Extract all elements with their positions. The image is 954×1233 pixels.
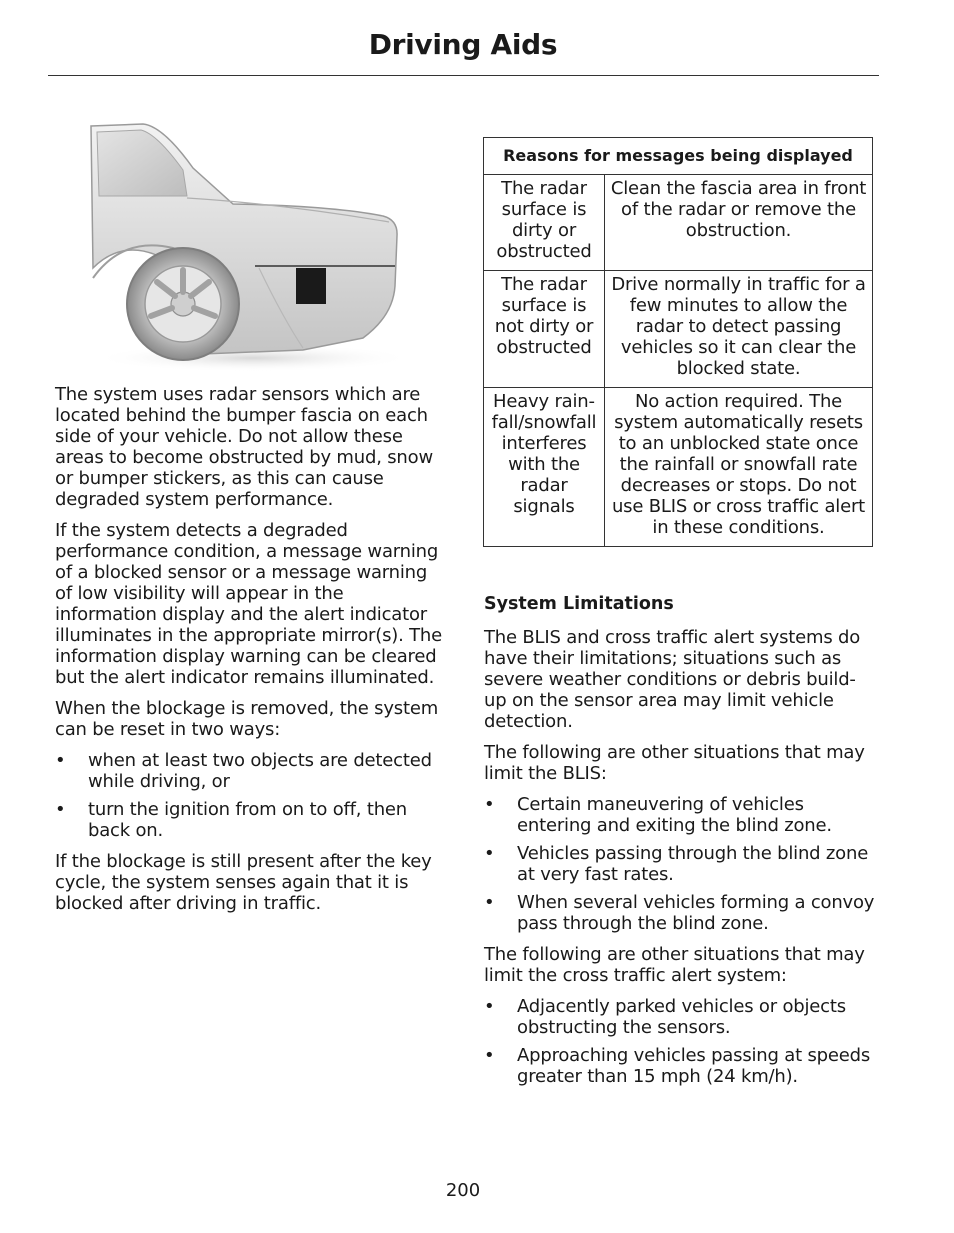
bullet-icon: • [484, 1045, 495, 1066]
table-header: Reasons for messages being displayed [484, 138, 873, 175]
right-column [484, 594, 876, 1097]
cta-intro-paragraph: The following are other situations that may limit the cross traffic alert system: [484, 944, 865, 986]
radar-location-paragraph: The system uses radar sensors which are located behind the bumper fascia on each side of your vehicle. Do not allow these areas to become obstructed by mud, snow or bumper stickers, as this can cause degraded system performance. [55, 384, 433, 510]
reset-intro-paragraph: When the blockage is removed, the system can be reset in two ways: [55, 698, 439, 740]
blockage-closing-paragraph: If the blockage is still present after the key cycle, the system senses again that it is blocked after driving in traffic. [55, 851, 432, 914]
action-cell: Drive normally in traffic for a few minutes to allow the radar to detect passing vehicles so it can clear the blocked state. [605, 271, 873, 388]
list-item-text: Certain maneuvering of vehicles entering and exiting the blind zone. [517, 794, 832, 836]
reset-list [55, 750, 447, 841]
bullet-icon: • [55, 750, 66, 771]
blis-list [484, 794, 876, 934]
table-row [484, 271, 873, 388]
list-item [484, 843, 876, 885]
list-item-text: turn the ignition from on to off, then back on. [88, 799, 408, 841]
list-item [484, 794, 876, 836]
list-item-text: Approaching vehicles passing at speeds greater than 15 mph (24 km/h). [517, 1045, 871, 1087]
reason-cell: The radar surface is not dirty or obstructed [484, 271, 605, 388]
bullet-icon: • [484, 843, 495, 864]
reason-cell: Heavy rainfall/snowfall interferes with the radar signals [484, 388, 605, 547]
table-row [484, 388, 873, 547]
list-item [484, 996, 876, 1038]
header-divider [48, 75, 879, 76]
list-item [55, 750, 447, 792]
blis-intro-paragraph: The following are other situations that may limit the BLIS: [484, 742, 865, 784]
car-rear-bumper-radar-sensor-illustration [83, 118, 405, 376]
list-item-text: Adjacently parked vehicles or objects obstructing the sensors. [517, 996, 846, 1038]
degraded-condition-paragraph: If the system detects a degraded performance condition, a message warning of a blocked sensor or a message warning of low visibility will appear in the information display and the alert indicator illuminates in the appropriate mirror(s). The information display warning can be cleared but the alert indicator remains illuminated. [55, 520, 443, 688]
bullet-icon: • [484, 794, 495, 815]
reasons-table [483, 137, 873, 547]
page-number: 200 [445, 1180, 481, 1201]
list-item [484, 892, 876, 934]
bullet-icon: • [55, 799, 66, 820]
list-item-text: when at least two objects are detected while driving, or [88, 750, 432, 792]
bullet-icon: • [484, 996, 495, 1017]
table-header-row [484, 138, 873, 175]
bullet-icon: • [484, 892, 495, 913]
list-item [484, 1045, 876, 1087]
table-row [484, 175, 873, 271]
page-title: Driving Aids [368, 28, 558, 61]
action-cell: No action required. The system automatically resets to an unblocked state once the rainfall or snowfall rate decreases or stops. Do not use BLIS or cross traffic alert in these conditions. [605, 388, 873, 547]
reason-cell: The radar surface is dirty or obstructed [484, 175, 605, 271]
left-column [55, 384, 447, 924]
list-item [55, 799, 447, 841]
cta-list [484, 996, 876, 1087]
list-item-text: Vehicles passing through the blind zone at very fast rates. [517, 843, 869, 885]
list-item-text: When several vehicles forming a convoy pass through the blind zone. [517, 892, 875, 934]
section-heading: System Limitations [484, 594, 674, 614]
action-cell: Clean the fascia area in front of the radar or remove the obstruction. [605, 175, 873, 271]
limitations-intro-paragraph: The BLIS and cross traffic alert systems do have their limitations; situations such as severe weather conditions or debris build-up on the sensor area may limit vehicle detection. [484, 627, 861, 732]
